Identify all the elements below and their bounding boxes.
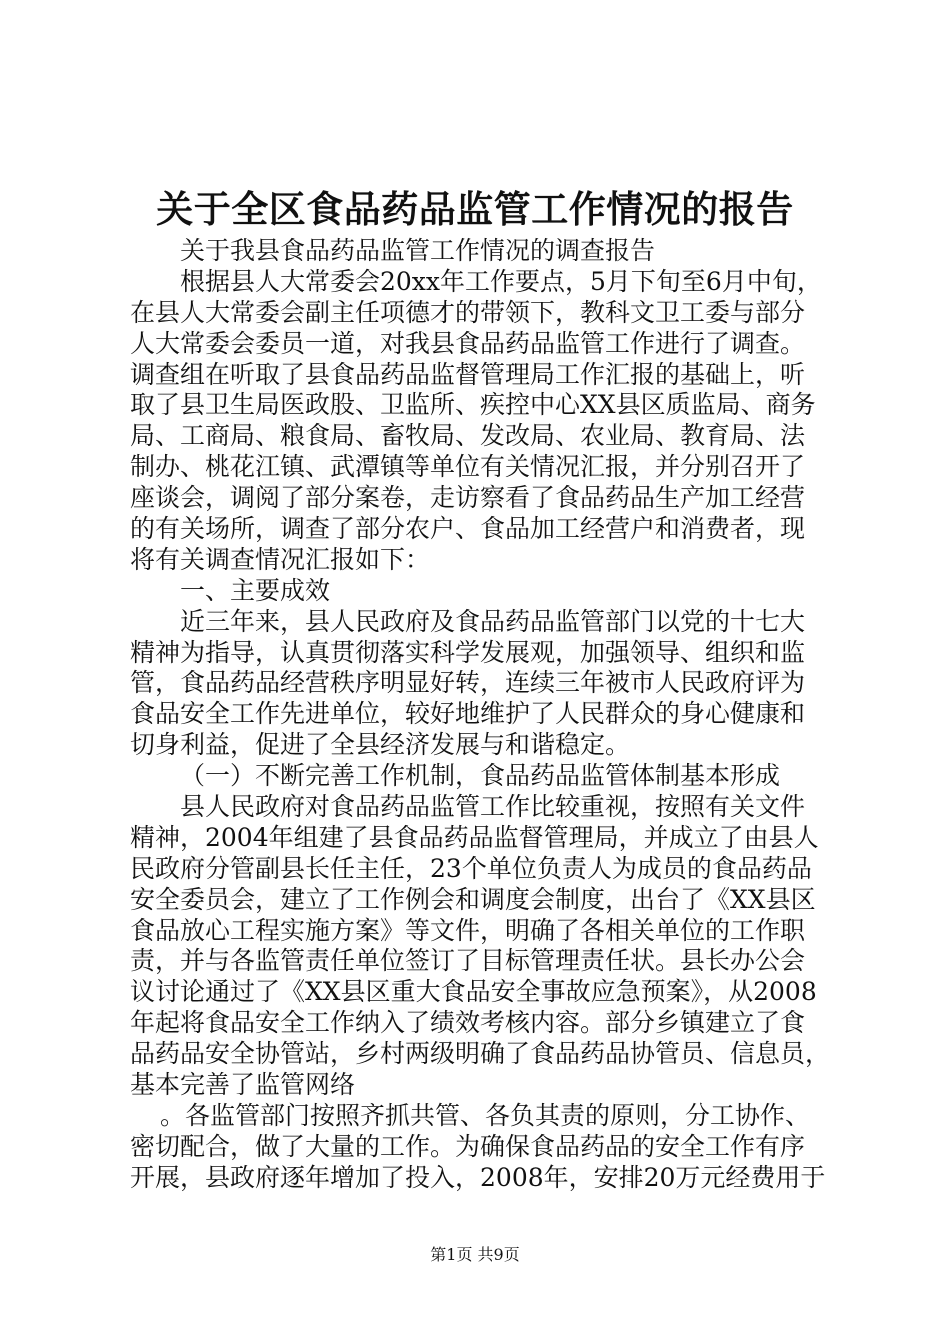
body-line: 责，并与各监管责任单位签订了目标管理责任状。县长办公会 bbox=[130, 946, 806, 976]
body-line: 近三年来，县人民政府及食品药品监管部门以党的十七大 bbox=[180, 606, 806, 636]
body-line: 座谈会，调阅了部分案卷，走访察看了食品药品生产加工经营 bbox=[130, 483, 806, 513]
body-line: 安全委员会，建立了工作例会和调度会制度，出台了《XX县区 bbox=[130, 884, 816, 914]
body-line: 。各监管部门按照齐抓共管、各负其责的原则，分工协作、 bbox=[160, 1100, 811, 1130]
document-body bbox=[130, 236, 830, 1194]
body-line: 制办、桃花江镇、武潭镇等单位有关情况汇报，并分别召开了 bbox=[130, 452, 806, 482]
body-line: 民政府分管副县长任主任，23个单位负责人为成员的食品药品 bbox=[130, 853, 812, 883]
body-line: 局、工商局、粮食局、畜牧局、发改局、农业局、教育局、法 bbox=[130, 421, 806, 451]
body-line: 年起将食品安全工作纳入了绩效考核内容。部分乡镇建立了食 bbox=[130, 1008, 806, 1038]
body-line: 的有关场所，调查了部分农户、食品加工经营户和消费者，现 bbox=[130, 514, 806, 544]
body-line: 管，食品药品经营秩序明显好转，连续三年被市人民政府评为 bbox=[130, 668, 806, 698]
document-title: 关于全区食品药品监管工作情况的报告 bbox=[156, 187, 794, 231]
body-line: 食品安全工作先进单位，较好地维护了人民群众的身心健康和 bbox=[130, 699, 806, 729]
body-line: 将有关调查情况汇报如下： bbox=[130, 544, 431, 574]
body-line: 在县人大常委会副主任项德才的带领下，教科文卫工委与部分 bbox=[130, 297, 806, 327]
body-line: 县人民政府对食品药品监管工作比较重视，按照有关文件 bbox=[180, 792, 806, 822]
body-line: 根据县人大常委会20xx年工作要点，5月下旬至6月中旬， bbox=[180, 266, 822, 296]
body-line: 品药品安全协管站，乡村两级明确了食品药品协管员、信息员， bbox=[130, 1039, 831, 1069]
body-line: 关于我县食品药品监管工作情况的调查报告 bbox=[180, 236, 656, 265]
body-line: 精神为指导，认真贯彻落实科学发展观，加强领导、组织和监 bbox=[130, 637, 806, 667]
body-line: 一、主要成效 bbox=[180, 575, 331, 605]
body-line: 人大常委会委员一道，对我县食品药品监管工作进行了调查。 bbox=[130, 328, 806, 358]
body-line: 食品放心工程实施方案》等文件，明确了各相关单位的工作职 bbox=[130, 915, 806, 945]
body-line: 调查组在听取了县食品药品监督管理局工作汇报的基础上，听 bbox=[130, 359, 806, 389]
body-line: 议讨论通过了《XX县区重大食品安全事故应急预案》，从2008 bbox=[130, 977, 817, 1007]
page-footer: 第1页 共9页 bbox=[430, 1245, 520, 1264]
body-line: 密切配合，做了大量的工作。为确保食品药品的安全工作有序 bbox=[130, 1131, 806, 1161]
body-line: 取了县卫生局医政股、卫监所、疾控中心XX县区质监局、商务 bbox=[130, 390, 816, 420]
body-line: 切身利益，促进了全县经济发展与和谐稳定。 bbox=[130, 730, 631, 760]
body-line: 精神，2004年组建了县食品药品监督管理局，并成立了由县人 bbox=[130, 822, 819, 852]
body-line: （一）不断完善工作机制，食品药品监管体制基本形成 bbox=[180, 761, 781, 791]
body-line: 基本完善了监管网络 bbox=[130, 1070, 356, 1100]
body-line: 开展，县政府逐年增加了投入，2008年，安排20万元经费用于 bbox=[130, 1162, 826, 1192]
